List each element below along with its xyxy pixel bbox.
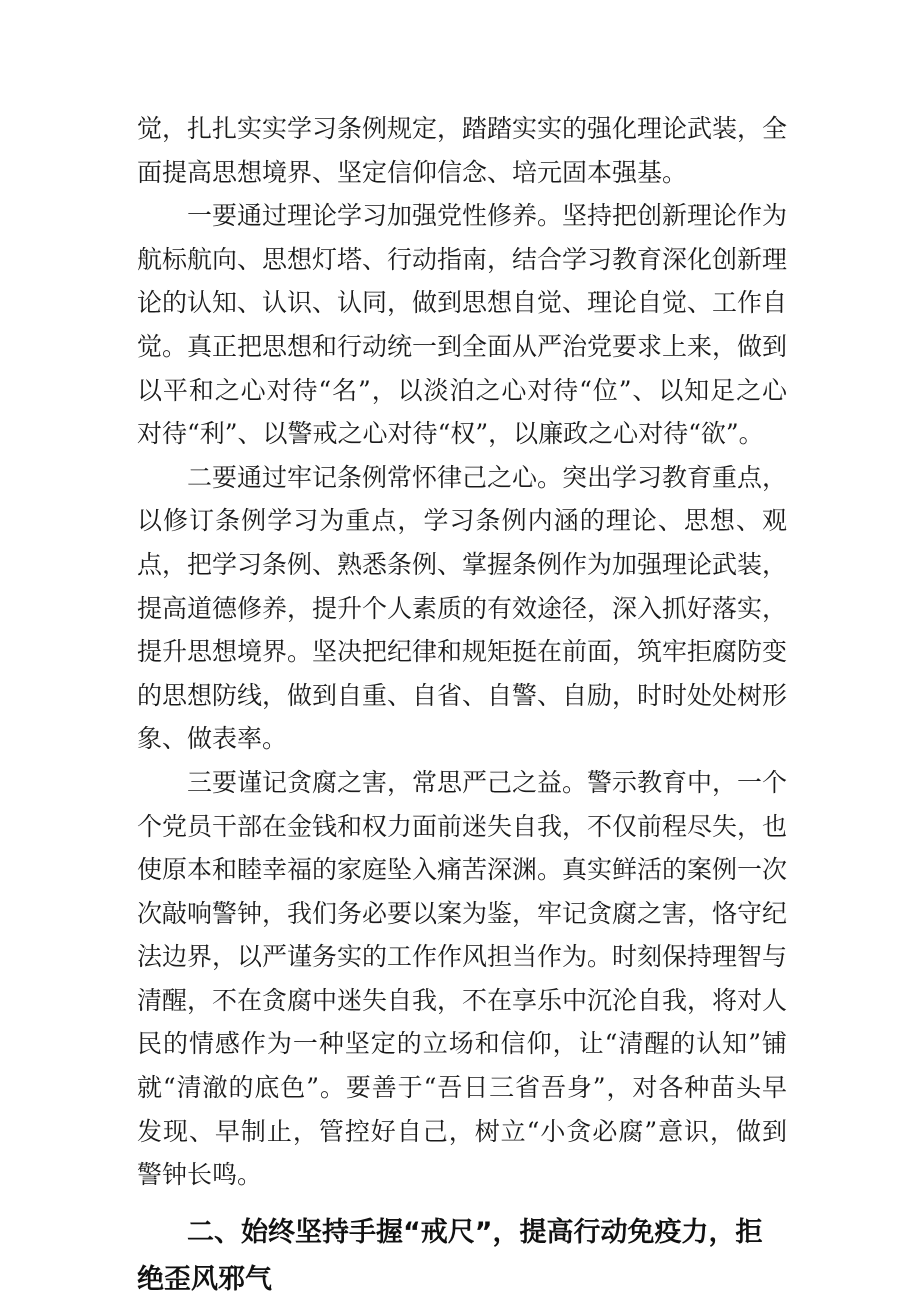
paragraph-continuation: 觉，扎扎实实学习条例规定，踏踏实实的强化理论武装，全面提高思想境界、坚定信仰信念、培元固本强基。 <box>137 114 788 187</box>
paragraph-theory-study: 一要通过理论学习加强党性修养。坚持把创新理论作为航标航向、思想灯塔、行动指南，结合学习教育深化创新理论的认知、认识、认同，做到思想自觉、理论自觉、工作自觉。真正把思想和行动统一到全面从严治党要求上来，做到以平和之心对待“名”，以淡泊之心对待“位”、以知足之心对待“利”、以警戒之心对待“权”，以廉政之心对待“欲”。 <box>137 201 788 449</box>
paragraph-regulations: 二要通过牢记条例常怀律己之心。突出学习教育重点，以修订条例学习为重点，学习条例内涵的理论、思想、观点，把学习条例、熟悉条例、掌握条例作为加强理论武装，提高道德修养，提升个人素质的有效途径，深入抓好落实，提升思想境界。坚决把纪律和规矩挺在前面，筑牢拒腐防变的思想防线，做到自重、自省、自警、自励，时时处处树形象、做表率。 <box>137 462 788 754</box>
paragraph-corruption-warning: 三要谨记贪腐之害，常思严己之益。警示教育中，一个个党员干部在金钱和权力面前迷失自我，不仅前程尽失，也使原本和睦幸福的家庭坠入痛苦深渊。真实鲜活的案例一次次敲响警钟，我们务必要以案为鉴，牢记贪腐之害，恪守纪法边界，以严谨务实的工作作风担当作为。时刻保持理智与清醒，不在贪腐中迷失自我，不在享乐中沉沦自我，将对人民的情感作为一种坚定的立场和信仰，让“清醒的认知”铺就“清澈的底色”。要善于“吾日三省吾身”，对各种苗头早发现、早制止，管控好自己，树立“小贪必腐”意识，做到警钟长鸣。 <box>137 767 788 1190</box>
section-heading: 二、始终坚持手握“戒尺”，提高行动免疫力，拒绝歪风邪气 <box>137 1216 763 1295</box>
document-body <box>137 107 787 1303</box>
